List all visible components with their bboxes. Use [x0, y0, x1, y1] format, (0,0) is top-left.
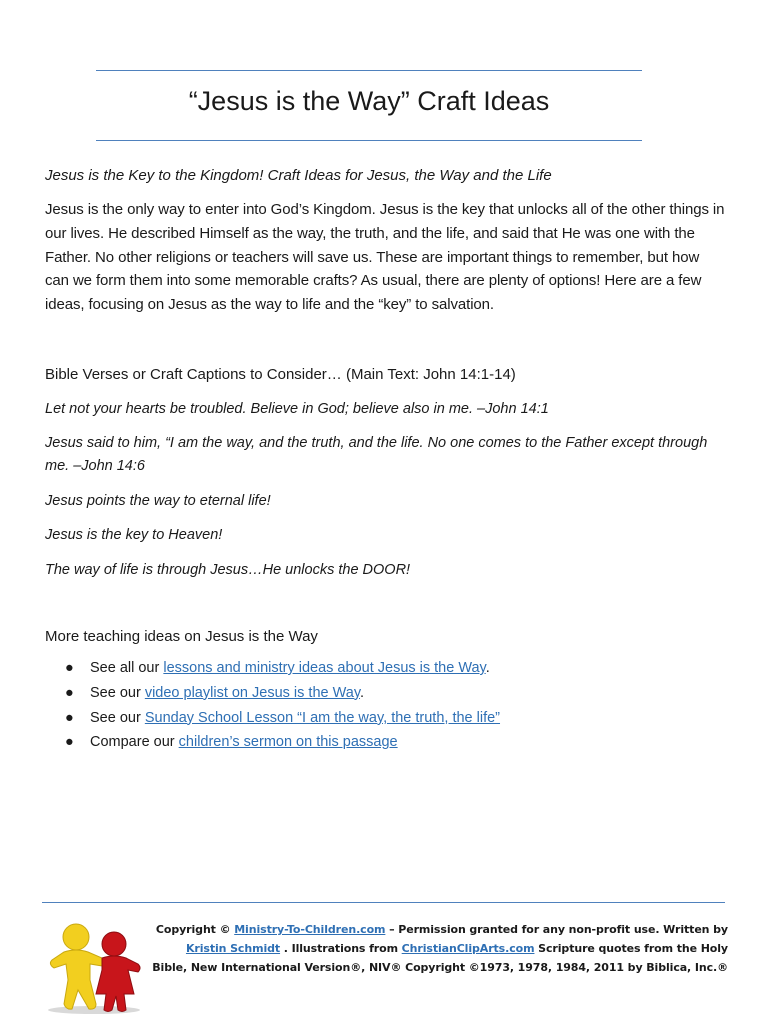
list-item-suffix: .	[485, 660, 490, 676]
bullet-icon: ●	[65, 734, 74, 751]
bullet-icon: ●	[65, 684, 74, 701]
list-item-prefix: See our	[90, 684, 145, 701]
page-title: “Jesus is the Way” Craft Ideas	[188, 86, 550, 116]
list-item	[45, 685, 500, 710]
sunday-school-lesson-link[interactable]: Sunday School Lesson “I am the way, the truth, the life”	[144, 709, 501, 726]
author-link[interactable]: Kristin Schmidt	[185, 942, 281, 955]
list-item-prefix: See all our	[90, 660, 164, 676]
teaching-ideas-list	[45, 660, 500, 759]
video-playlist-link[interactable]: video playlist on Jesus is the Way	[144, 684, 361, 701]
footer-text: – Permission granted for any non-profit use. Written by	[385, 923, 728, 936]
footer-text: . Illustrations from	[280, 942, 402, 955]
footer-rule	[42, 902, 725, 903]
verse-4: Jesus is the key to Heaven!	[45, 527, 223, 543]
list-item-suffix: .	[360, 684, 365, 701]
two-paper-people-icon	[44, 918, 144, 1016]
verse-1: Let not your hearts be troubled. Believe in God; believe also in me. –John 14:1	[45, 401, 549, 417]
verse-2: Jesus said to him, “I am the way, and the truth, and the life. No one comes to the Father except through me. –John 14:6	[45, 435, 708, 474]
ministry-to-children-link[interactable]: Ministry-To-Children.com	[234, 923, 386, 936]
christian-clip-arts-link[interactable]: ChristianClipArts.com	[401, 942, 535, 955]
list-item	[45, 660, 500, 685]
list-item-prefix: Compare our	[90, 734, 179, 751]
verse-3: Jesus points the way to eternal life!	[45, 493, 271, 509]
intro-paragraph: Jesus is the only way to enter into God’s Kingdom. Jesus is the key that unlocks all of the other things in our lives. He described Himself as the way, the truth, and the life, and said that He was one with the Father. No other religions or teachers will save us. These are important things to remember, but how can we form them into some memorable crafts? As usual, there are plenty of options! Here are a few ideas, focusing on Jesus as the way to life and the “key” to salvation.	[45, 201, 725, 314]
title-rule-bottom	[96, 140, 642, 141]
footer-text: Scripture quotes from the Holy Bible, New International Version®, NIV® Copyright ©1973, 1978, 1984, 2011 by Biblica, Inc.®	[152, 942, 728, 974]
childrens-sermon-link[interactable]: children’s sermon on this passage	[178, 734, 398, 751]
copyright-footer	[152, 920, 728, 977]
verses-heading: Bible Verses or Craft Captions to Consider… (Main Text: John 14:1-14)	[45, 366, 516, 383]
bullet-icon: ●	[65, 709, 74, 726]
lessons-link[interactable]: lessons and ministry ideas about Jesus is the Way	[163, 660, 486, 676]
list-item-prefix: See our	[90, 709, 145, 726]
footer-text: Copyright ©	[155, 923, 235, 936]
verse-5: The way of life is through Jesus…He unlocks the DOOR!	[45, 562, 411, 578]
title-rule-top	[96, 70, 642, 71]
subheading: Jesus is the Key to the Kingdom! Craft Ideas for Jesus, the Way and the Life	[45, 167, 552, 184]
bullet-icon: ●	[65, 660, 74, 676]
list-item	[45, 734, 500, 759]
list-item	[45, 710, 500, 735]
more-ideas-heading: More teaching ideas on Jesus is the Way	[45, 628, 318, 645]
